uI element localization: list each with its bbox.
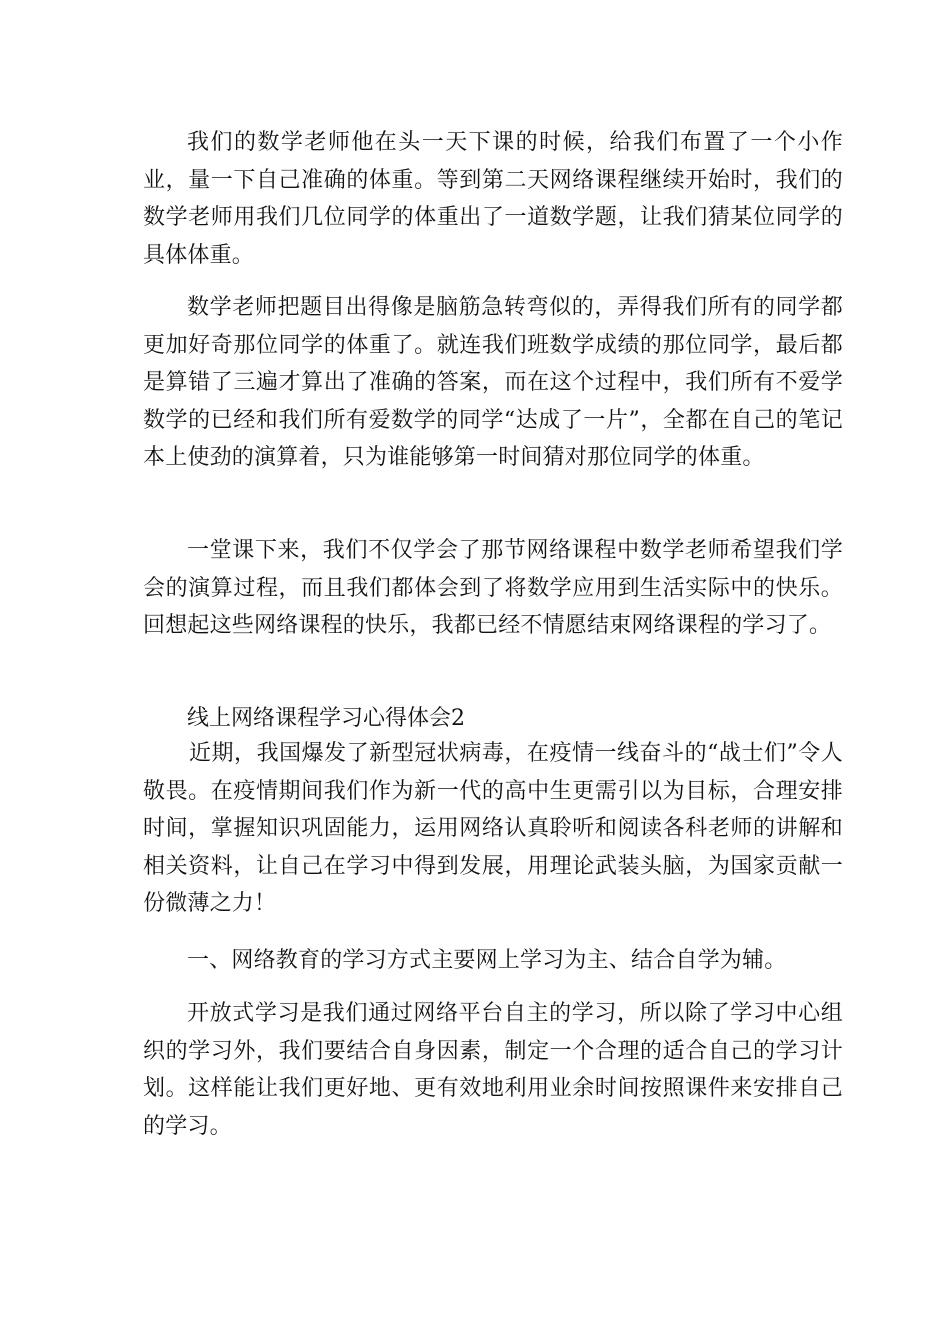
paragraph-point-one: 一、网络教育的学习方式主要网上学习为主、结合自学为辅。 xyxy=(187,948,787,973)
paragraph-open-learning: 开放式学习是我们通过网络平台自主的学习，所以除了学习中心组织的学习外，我们要结合自身因素，制定一个合理的适合自己的学习计划。这样能让我们更好地、更有效地利用业余时间按照课件来安排自己的学习。 xyxy=(143,1001,843,1139)
section-heading: 线上网络课程学习心得体会2 xyxy=(187,706,465,731)
paragraph-math-puzzle: 数学老师把题目出得像是脑筋急转弯似的，弄得我们所有的同学都更加好奇那位同学的体重了。就连我们班数学成绩的那位同学，最后都是算错了三遍才算出了准确的答案，而在这个过程中，我们所有不爱学数学的已经和我们所有爱数学的同学“达成了一片”，全都在自己的笔记本上使劲的演算着，只为谁能够第一时间猜对那位同学的体重。 xyxy=(143,295,843,470)
paragraph-lesson-summary: 一堂课下来，我们不仅学会了那节网络课程中数学老师希望我们学会的演算过程，而且我们都体会到了将数学应用到生活实际中的快乐。回想起这些网络课程的快乐，我都已经不情愿结束网络课程的学习了。 xyxy=(143,538,843,638)
paragraph-epidemic-intro: 近期，我国爆发了新型冠状病毒，在疫情一线奋斗的“战士们”令人敬畏。在疫情期间我们作为新一代的高中生更需引以为目标，合理安排时间，掌握知识巩固能力，运用网络认真聆听和阅读各科老师的讲解和相关资料，让自己在学习中得到发展，用理论武装头脑，为国家贡献一份微薄之力！ xyxy=(143,741,843,916)
paragraph-math-homework: 我们的数学老师他在头一天下课的时候，给我们布置了一个小作业，量一下自己准确的体重。等到第二天网络课程继续开始时，我们的数学老师用我们几位同学的体重出了一道数学题，让我们猜某位同学的具体体重。 xyxy=(143,130,843,268)
